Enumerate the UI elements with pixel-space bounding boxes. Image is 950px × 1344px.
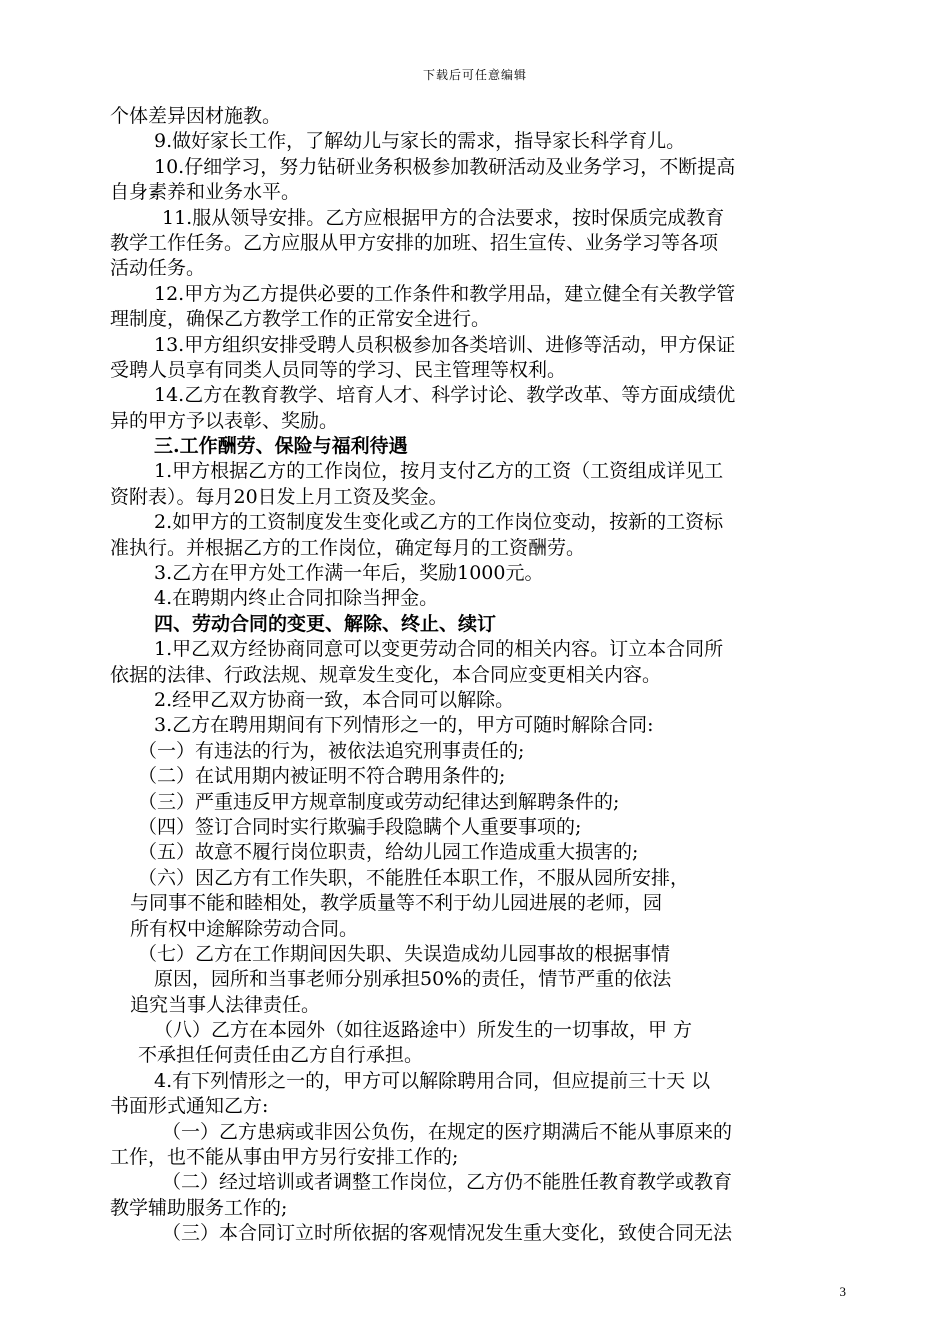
text-line: 教学工作任务。乙方应服从甲方安排的加班、招生宣传、业务学习等各项 [110,231,719,254]
text-line: 11.服从领导安排。乙方应根据甲方的合法要求，按时保质完成教育 [162,206,725,229]
text-line: 10.仔细学习，努力钻研业务积极参加教研活动及业务学习，不断提高 [154,155,736,178]
document-body [110,104,850,1247]
text-line: 异的甲方予以表彰、奖励。 [110,409,339,432]
text-line: （四）签订合同时实行欺骗手段隐瞒个人重要事项的; [138,815,582,838]
text-line: 受聘人员享有同类人员同等的学习、民主管理等权利。 [110,358,567,381]
text-line: 自身素养和业务水平。 [110,181,301,204]
text-line: 不承担任何责任由乙方自行承担。 [138,1044,424,1067]
text-line: 教学辅助服务工作的; [110,1196,288,1219]
text-line: 12.甲方为乙方提供必要的工作条件和教学用品，建立健全有关教学管 [154,282,736,305]
text-line: （一）乙方患病或非因公负伤，在规定的医疗期满后不能从事原来的 [162,1120,733,1143]
text-line: 个体差异因材施教。 [110,105,282,127]
text-line: （二）在试用期内被证明不符合聘用条件的; [138,765,506,788]
text-line: 依据的法律、行政法规、规章发生变化，本合同应变更相关内容。 [110,663,662,686]
text-line: 资附表）。每月20日发上月工资及奖金。 [110,485,448,508]
section-heading: 四、劳动合同的变更、解除、终止、续订 [154,612,497,635]
header-note: 下载后可任意编辑 [422,68,527,82]
text-line: 原因，园所和当事老师分别承担50%的责任，情节严重的依法 [154,968,672,991]
text-line: （七）乙方在工作期间因失职、失误造成幼儿园事故的根据事情 [138,942,671,965]
text-line: 工作，也不能从事由甲方另行安排工作的; [110,1146,459,1169]
text-line: 准执行。并根据乙方的工作岗位，确定每月的工资酬劳。 [110,536,586,559]
text-line: （一）有违法的行为，被依法追究刑事责任的; [138,739,525,762]
text-line: （八）乙方在本园外（如往返路途中）所发生的一切事故，甲 方 [154,1019,693,1042]
text-line: 9.做好家长工作，了解幼儿与家长的需求，指导家长科学育儿。 [154,130,686,153]
text-line: 1.甲乙双方经协商同意可以变更劳动合同的相关内容。订立本合同所 [154,638,724,661]
text-line: 活动任务。 [110,257,206,280]
text-line: 所有权中途解除劳动合同。 [130,917,359,940]
text-line: 2.如甲方的工资制度发生变化或乙方的工作岗位变动，按新的工资标 [154,511,724,534]
text-line: 2.经甲乙双方协商一致，本合同可以解除。 [154,688,515,711]
text-line: （三）严重违反甲方规章制度或劳动纪律达到解聘条件的; [138,790,620,813]
text-line: （二）经过培训或者调整工作岗位，乙方仍不能胜任教育教学或教育 [162,1171,733,1194]
text-line: （三）本合同订立时所依据的客观情况发生重大变化，致使合同无法 [162,1222,733,1245]
text-line: 书面形式通知乙方: [110,1095,269,1118]
page-number: 3 [839,1284,846,1299]
text-line: 理制度，确保乙方教学工作的正常安全进行。 [110,308,491,331]
text-line: 追究当事人法律责任。 [130,993,321,1016]
text-line: 与同事不能和睦相处，教学质量等不利于幼儿园进展的老师，园 [130,892,663,915]
text-line: 3.乙方在聘用期间有下列情形之一的，甲方可随时解除合同: [154,714,654,737]
text-line: （六）因乙方有工作失职，不能胜任本职工作，不服从园所安排， [138,866,690,889]
text-line: 13.甲方组织安排受聘人员积极参加各类培训、进修等活动，甲方保证 [154,333,736,356]
text-line: 1.甲方根据乙方的工作岗位，按月支付乙方的工资（工资组成详见工 [154,460,724,483]
text-line: 14.乙方在教育教学、培育人才、科学讨论、教学改革、等方面成绩优 [154,384,736,407]
text-line: （五）故意不履行岗位职责，给幼儿园工作造成重大损害的; [138,841,639,864]
section-heading: 三.工作酬劳、保险与福利待遇 [154,435,408,458]
text-line: 4.在聘期内终止合同扣除当押金。 [154,587,439,610]
text-line: 3.乙方在甲方处工作满一年后，奖励1000元。 [154,562,544,585]
text-line: 4.有下列情形之一的，甲方可以解除聘用合同，但应提前三十天 以 [154,1069,711,1092]
